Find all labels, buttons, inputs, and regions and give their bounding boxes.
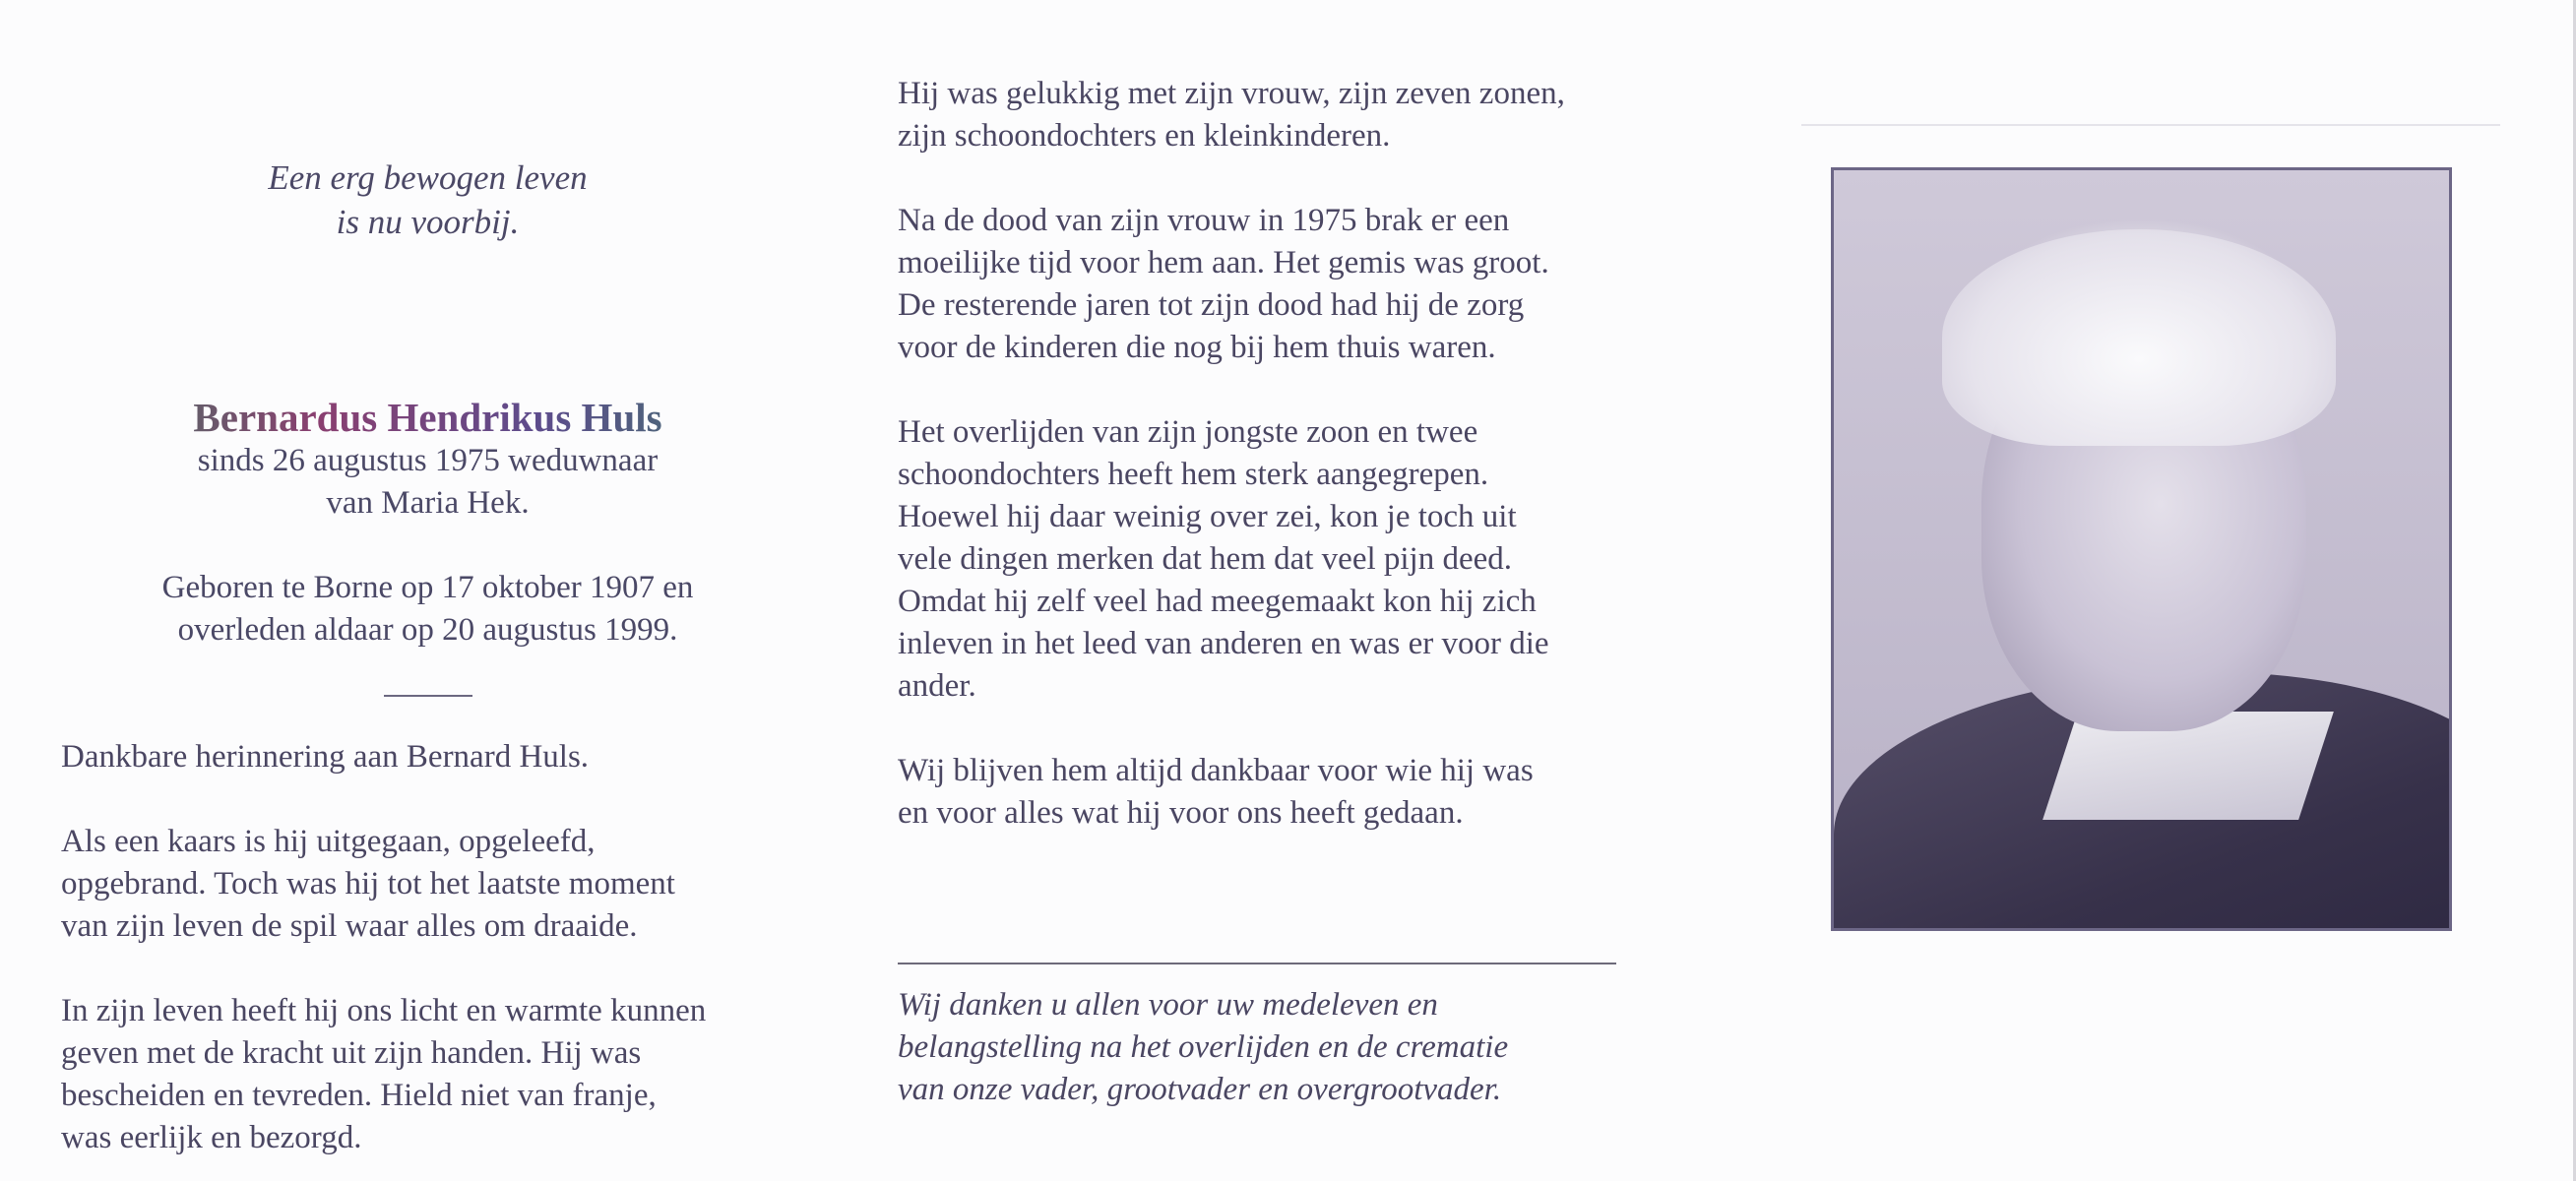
widower-note — [61, 440, 794, 525]
text-line: van onze vader, grootvader en overgrootvader. — [898, 1072, 1502, 1107]
text-line: ander. — [898, 668, 976, 704]
gratitude-paragraph — [898, 750, 1631, 835]
text-line: bescheiden en tevreden. Hield niet van franje, — [61, 1078, 657, 1113]
portrait-photo — [1831, 167, 2452, 931]
candle-paragraph — [61, 821, 794, 948]
death-line: overleden aldaar op 20 augustus 1999. — [177, 612, 678, 648]
deceased-name: Bernardus Hendrikus Huls — [61, 395, 794, 440]
text-line: van zijn leven de spil waar alles om draaide. — [61, 908, 638, 944]
middle-column — [898, 73, 1631, 1111]
widower-line: sinds 26 augustus 1975 weduwnaar — [197, 443, 659, 478]
text-line: Wij blijven hem altijd dankbaar voor wie hij was — [898, 753, 1534, 788]
text-line: schoondochters heeft hem sterk aangegrepen. — [898, 457, 1489, 492]
birth-line: Geboren te Borne op 17 oktober 1907 en — [161, 570, 694, 605]
text-line: Dankbare herinnering aan Bernard Huls. — [61, 739, 590, 775]
text-line: Hij was gelukkig met zijn vrouw, zijn zeven zonen, — [898, 76, 1565, 111]
thanks-divider — [898, 963, 1616, 964]
text-line: De resterende jaren tot zijn dood had hij de zorg — [898, 287, 1525, 323]
widower-line: van Maria Hek. — [326, 485, 530, 521]
text-line: voor de kinderen die nog bij hem thuis waren. — [898, 330, 1496, 365]
thanks-note — [898, 984, 1631, 1111]
text-line: vele dingen merken dat hem dat veel pijn deed. — [898, 541, 1513, 577]
loss-paragraph — [898, 411, 1631, 708]
birth-death-note — [61, 567, 794, 652]
remembrance-paragraph — [61, 736, 794, 778]
motto-line: is nu voorbij. — [336, 203, 520, 241]
right-column — [1831, 167, 2461, 931]
text-line: en voor alles wat hij voor ons heeft gedaan. — [898, 795, 1464, 831]
text-line: Hoewel hij daar weinig over zei, kon je toch uit — [898, 499, 1517, 534]
motto-line: Een erg bewogen leven — [268, 158, 588, 197]
text-line: Wij danken u allen voor uw medeleven en — [898, 987, 1438, 1023]
text-line: inleven in het leed van anderen en was er voor die — [898, 626, 1549, 661]
text-line: Na de dood van zijn vrouw in 1975 brak er een — [898, 203, 1510, 238]
text-line: In zijn leven heeft hij ons licht en warmte kunnen — [61, 993, 707, 1028]
top-separator-line — [1801, 124, 2500, 126]
text-line: was eerlijk en bezorgd. — [61, 1120, 362, 1155]
text-line: moeilijke tijd voor hem aan. Het gemis was groot. — [898, 245, 1549, 280]
text-line: zijn schoondochters en kleinkinderen. — [898, 118, 1391, 154]
family-paragraph — [898, 73, 1631, 157]
text-line: opgebrand. Toch was hij tot het laatste moment — [61, 866, 675, 901]
text-line: Als een kaars is hij uitgegaan, opgeleefd, — [61, 824, 596, 859]
text-line: Het overlijden van zijn jongste zoon en twee — [898, 414, 1478, 450]
portrait-hair — [1942, 229, 2336, 446]
motto — [61, 155, 794, 244]
left-column — [61, 138, 794, 1159]
short-divider — [384, 695, 472, 697]
text-line: Omdat hij zelf veel had meegemaakt kon hij zich — [898, 584, 1537, 619]
widowhood-paragraph — [898, 200, 1631, 369]
text-line: geven met de kracht uit zijn handen. Hij was — [61, 1035, 642, 1071]
life-paragraph — [61, 990, 794, 1159]
text-line: belangstelling na het overlijden en de crematie — [898, 1029, 1509, 1065]
